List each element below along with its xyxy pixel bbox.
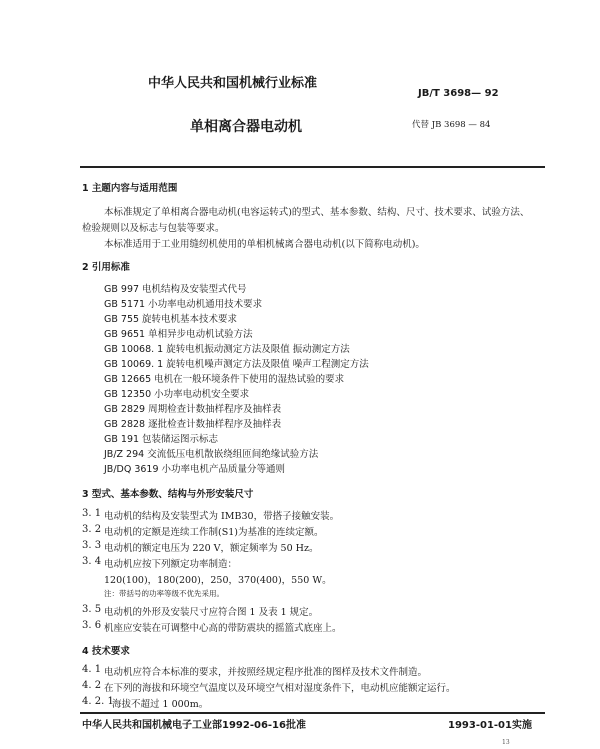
reference-standard: GB 5171 小功率电动机通用技术要求: [104, 299, 263, 310]
reference-standard: GB 12350 小功率电动机安全要求: [104, 389, 250, 400]
section-1-para1-line1: 本标准规定了单相离合器电动机(电容运转式)的型式、基本参数、结构、尺寸、技术要求、试验方法、: [104, 207, 530, 218]
section-2-heading: 2 引用标准: [82, 262, 130, 273]
reference-standard: GB 9651 单相异步电动机试验方法: [104, 329, 253, 340]
implementation-date: 1993-01-01实施: [448, 720, 532, 731]
reference-standard: GB 755 旋转电机基本技术要求: [104, 314, 238, 325]
clause-text: 电动机的结构及安装型式为 IMB30，带搭子接触安装。: [104, 511, 340, 522]
clause-number: 4. 2. 1: [82, 696, 114, 707]
clause-text: 电动机应符合本标准的要求，并按照经规定程序批准的图样及技术文件制造。: [104, 667, 428, 678]
section-1-para2: 本标准适用于工业用缝纫机使用的单相机械离合器电动机(以下简称电动机)。: [104, 239, 425, 250]
section-1-para1-line2: 检验规则以及标志与包装等要求。: [82, 223, 225, 234]
clause-number: 3. 3: [82, 540, 102, 551]
reference-standard: GB 2829 周期检查计数抽样程序及抽样表: [104, 404, 282, 415]
clause-number: 3. 6: [82, 620, 102, 631]
clause-text: 电动机的定额是连续工作制(S1)为基准的连续定额。: [104, 527, 324, 538]
clause-text: 电动机的额定电压为 220 V，额定频率为 50 Hz。: [104, 543, 319, 554]
clause-text: 机座应安装在可调整中心高的带防震块的摇篮式底座上。: [104, 623, 342, 634]
footer-divider: [80, 712, 545, 714]
power-values: 120(100)，180(200)，250，370(400)，550 W。: [104, 575, 332, 586]
document-title: 单相离合器电动机: [190, 119, 302, 135]
section-3-heading: 3 型式、基本参数、结构与外形安装尺寸: [82, 489, 254, 500]
clause-number: 4. 1: [82, 664, 102, 675]
reference-standard: GB 191 包装储运图示标志: [104, 434, 219, 445]
reference-standard: GB 10068. 1 旋转电机振动测定方法及限值 振动测定方法: [104, 344, 350, 355]
clause-text: 电动机应按下列额定功率制造：: [104, 559, 238, 570]
clause-text: 电动机的外形及安装尺寸应符合图 1 及表 1 规定。: [104, 607, 319, 618]
reference-standard: JB/DQ 3619 小功率电机产品质量分等通则: [104, 464, 286, 475]
clause-number: 3. 1: [82, 508, 102, 519]
reference-standard: GB 2828 逐批检查计数抽样程序及抽样表: [104, 419, 282, 430]
reference-standard: GB 997 电机结构及安装型式代号: [104, 284, 247, 295]
reference-standard: GB 12665 电机在一般环境条件下使用的湿热试验的要求: [104, 374, 345, 385]
clause-number: 3. 5: [82, 604, 102, 615]
org-title: 中华人民共和国机械行业标准: [148, 76, 318, 91]
reference-standard: GB 10069. 1 旋转电机噪声测定方法及限值 噪声工程测定方法: [104, 359, 369, 370]
section-1-heading: 1 主题内容与适用范围: [82, 183, 178, 194]
standard-number: JB/T 3698— 92: [418, 88, 499, 99]
reference-standard: JB/Z 294 交流低压电机散嵌绕组匝间绝缘试验方法: [104, 449, 319, 460]
clause-text: 在下列的海拔和环境空气温度以及环境空气相对湿度条件下，电动机应能额定运行。: [104, 683, 456, 694]
power-note: 注：带括号的功率等级不优先采用。: [104, 589, 224, 598]
header-divider: [80, 166, 545, 168]
clause-number: 4. 2: [82, 680, 102, 691]
replaces-note: 代替 JB 3698 — 84: [412, 120, 491, 130]
clause-text: 海拔不超过 1 000m。: [112, 699, 209, 710]
clause-number: 3. 4: [82, 556, 102, 567]
approval-line: 中华人民共和国机械电子工业部1992-06-16批准: [82, 720, 306, 731]
section-4-heading: 4 技术要求: [82, 646, 130, 657]
clause-number: 3. 2: [82, 524, 102, 535]
page-mark: 13: [502, 739, 510, 746]
